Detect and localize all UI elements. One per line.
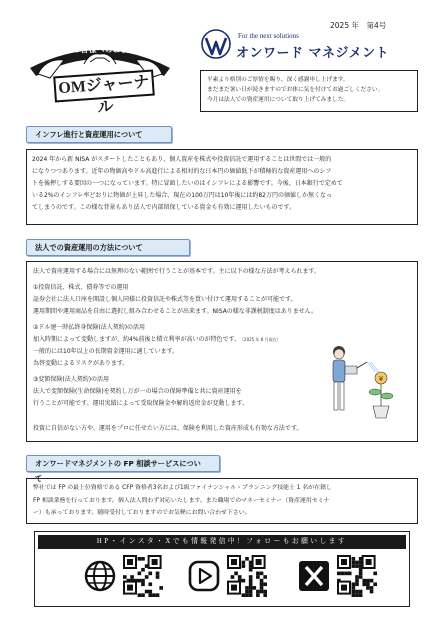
- qr-module: [366, 579, 370, 583]
- qr-module: [263, 582, 267, 586]
- body-line: 投資に自信がない方や、運用をプロに任せたい方には、保険を利用した資産形成も有効な方法です。: [33, 425, 303, 432]
- qr-module: [352, 564, 356, 568]
- qr-module: [256, 575, 260, 579]
- qr-finder-block: [231, 559, 237, 565]
- qr-module: [145, 590, 149, 594]
- qr-module: [355, 561, 359, 565]
- qr-module: [234, 572, 238, 576]
- qr-module: [260, 582, 264, 586]
- qr-module: [260, 586, 264, 590]
- qr-module: [123, 575, 127, 579]
- sns-banner: HP・インスタ・Xでも情報発信中！フォローもお願いします: [38, 535, 406, 549]
- method-title: ②ドル建一時払終身保険(法人契約)の活用: [33, 324, 146, 331]
- body-line: 行うことが可能です。運用実績によって受取保険金や解約返戻金が変動します。: [33, 400, 249, 407]
- greeting-box: [200, 70, 418, 112]
- greeting-line: 平素より格別のご厚情を賜り、深く感謝申し上げます。: [207, 77, 349, 83]
- qr-module: [159, 586, 163, 590]
- play-icon: [187, 559, 221, 593]
- method-title: ③変額保険(法人契約)の活用: [33, 376, 110, 383]
- section-heading-inflation: インフレ進行と資産運用について: [26, 126, 172, 143]
- qr-module: [249, 582, 253, 586]
- qr-module: [249, 575, 253, 579]
- qr-module: [260, 572, 264, 576]
- qr-module: [352, 593, 356, 597]
- qr-module: [138, 579, 142, 583]
- qr-module: [130, 575, 134, 579]
- qr-module: [138, 572, 142, 576]
- qr-module: [355, 579, 359, 583]
- qr-module: [370, 590, 374, 594]
- qr-module: [242, 593, 246, 597]
- qr-code-instagram[interactable]: [227, 555, 267, 599]
- qr-module: [359, 590, 363, 594]
- qr-module: [242, 561, 246, 565]
- qr-finder-block: [152, 559, 158, 565]
- body-line: ー）も承っております。随時受付しておりますのでお気軽にお問い合わせ下さい。: [33, 510, 251, 516]
- masthead-title: OMジャーナル: [53, 70, 155, 103]
- qr-module: [362, 582, 366, 586]
- qr-finder-block: [366, 559, 372, 565]
- qr-module: [359, 593, 363, 597]
- qr-module: [263, 575, 267, 579]
- qr-module: [152, 593, 156, 597]
- body-line: になりつつあります。近年の物価高やドル高進行による相対的な日本円の価値低下が積極的な資産運用へのシフ: [32, 168, 332, 175]
- qr-module: [352, 586, 356, 590]
- qr-module: [341, 572, 345, 576]
- qr-module: [256, 590, 260, 594]
- qr-module: [238, 575, 242, 579]
- qr-module: [245, 593, 249, 597]
- qr-module: [355, 590, 359, 594]
- logo-name: オンワード マネジメント: [236, 46, 390, 61]
- body-line: てしまうのです。この様な背景もあり法人で内部留保している資金も有効に運用したいものです。: [32, 204, 296, 211]
- qr-finder-block: [256, 559, 262, 565]
- body-line: 法人で変額保険(生命保険)を契約し万が一の場合の保障準備と共に資産運用を: [33, 388, 242, 395]
- body-line: トを後押しする要因の一つになっています。特に冒頭したいのはインフレによる影響です。今後、日本銀行で定めて: [32, 180, 343, 187]
- qr-module: [370, 586, 374, 590]
- globe-icon: [83, 559, 117, 593]
- qr-module: [148, 582, 152, 586]
- body-line: 法人で資産運用する場合には無理のない範囲で行うことが基本です。主に以下の様な方法が考えられます。: [33, 268, 321, 275]
- qr-module: [156, 575, 160, 579]
- masthead-motto: 中小企業の皆様へのお役立ち情報: [40, 45, 162, 54]
- logo-mark-icon: [200, 28, 232, 60]
- qr-module: [362, 579, 366, 583]
- qr-module: [348, 572, 352, 576]
- greeting-line: 今月は法人での資産運用について取り上げてみました。: [207, 97, 350, 103]
- qr-module: [141, 579, 145, 583]
- qr-module: [141, 568, 145, 572]
- qr-module: [344, 572, 348, 576]
- qr-finder-block: [341, 585, 347, 591]
- qr-module: [249, 590, 253, 594]
- qr-finder-block: [127, 585, 133, 591]
- masthead-badge: [24, 38, 176, 116]
- company-logo[interactable]: [200, 28, 420, 62]
- x-logo-icon: [297, 559, 331, 593]
- qr-module: [256, 572, 260, 576]
- qr-module: [359, 572, 363, 576]
- qr-module: [263, 593, 267, 597]
- qr-code-website[interactable]: [123, 555, 163, 599]
- qr-module: [260, 579, 264, 583]
- qr-module: [148, 593, 152, 597]
- body-line: 2024 年から新 NISA がスタートしたこともあり、個人資産を株式や投資信託で運用することは世間では一般的: [32, 156, 332, 163]
- qr-module: [249, 579, 253, 583]
- body-line: 証券会社に法人口座を開設し個人同様に投資信託や株式等を買い付けて運用することが可能です。: [33, 296, 297, 303]
- qr-module: [148, 572, 152, 576]
- qr-module: [370, 579, 374, 583]
- greeting-line: まだまだ暑い日が続きますのでお体に気を付けてお過ごしください。: [207, 87, 384, 93]
- qr-module: [242, 579, 246, 583]
- qr-module: [242, 564, 246, 568]
- qr-module: [245, 586, 249, 590]
- method-title: ①投資信託、株式、債券等での運用: [33, 284, 129, 291]
- qr-module: [141, 557, 145, 561]
- qr-module: [355, 575, 359, 579]
- body-line: FP 相談業務を行っております。個人法人問わず対応いたします。また職場でのマネーセミナー（資産運用セミナ: [33, 497, 330, 504]
- qr-finder-block: [341, 559, 347, 565]
- watering-money-plant-illustration: [327, 342, 407, 422]
- qr-module: [138, 557, 142, 561]
- body-line: 弊社では FP の最上位資格である CFP 資格者3名および1級ファイナンシャル・プランニング技能士 1 名が在籍し: [33, 485, 332, 491]
- qr-module: [352, 557, 356, 561]
- qr-module: [256, 593, 260, 597]
- qr-module: [352, 582, 356, 586]
- qr-module: [366, 582, 370, 586]
- qr-module: [249, 586, 253, 590]
- qr-finder-block: [127, 559, 133, 565]
- section-body-corporate-investment: [26, 261, 418, 442]
- section-body-inflation: [26, 149, 418, 225]
- qr-module: [260, 590, 264, 594]
- qr-code-x[interactable]: [337, 555, 377, 599]
- qr-module: [373, 582, 377, 586]
- body-line: いる2%のインフレ率どおりに物価が上昇した場合、現在の100万円は10年後には約82万円の価値しか無くなっ: [32, 192, 333, 199]
- body-line: 運用期間や運用商品を自由に選択し組み合わせることが出来ます。NISAの様な非課税制度はありません。: [33, 308, 318, 315]
- qr-module: [249, 593, 253, 597]
- sns-box: [34, 531, 410, 607]
- svg-text:¥: ¥: [378, 375, 384, 383]
- qr-module: [373, 572, 377, 576]
- qr-module: [337, 572, 341, 576]
- qr-module: [355, 582, 359, 586]
- qr-module: [352, 590, 356, 594]
- section-heading-corporate-investment: 法人での資産運用の方法について: [26, 239, 190, 256]
- qr-module: [263, 590, 267, 594]
- section-body-fp-service: [26, 478, 418, 524]
- qr-module: [138, 593, 142, 597]
- qr-module: [245, 557, 249, 561]
- qr-module: [252, 586, 256, 590]
- qr-module: [355, 564, 359, 568]
- qr-module: [145, 575, 149, 579]
- qr-module: [245, 590, 249, 594]
- qr-module: [141, 593, 145, 597]
- qr-module: [156, 593, 160, 597]
- logo-tagline: For the next solutions: [238, 32, 299, 40]
- qr-module: [148, 590, 152, 594]
- qr-module: [156, 572, 160, 576]
- qr-module: [359, 575, 363, 579]
- qr-module: [231, 575, 235, 579]
- qr-module: [352, 561, 356, 565]
- body-line: 一般的には10年以上の長期資金運用に適しています。: [33, 348, 179, 355]
- qr-module: [355, 593, 359, 597]
- date-note: （2025 年 8 月現在）: [240, 337, 281, 342]
- qr-module: [141, 582, 145, 586]
- qr-finder-block: [231, 585, 237, 591]
- qr-module: [366, 586, 370, 590]
- section-heading-fp-service: オンワードマネジメントの FP 相談サービスについて: [26, 455, 220, 472]
- body-line: 加入時期によって変動しますが、約4%前後と積立利率が高いのが特色です。（2025 年 8 月現在）: [33, 336, 281, 343]
- issue-number: 2025 年 第4号: [330, 21, 387, 30]
- body-line: 為替変動によるリスクがあります。: [33, 360, 129, 367]
